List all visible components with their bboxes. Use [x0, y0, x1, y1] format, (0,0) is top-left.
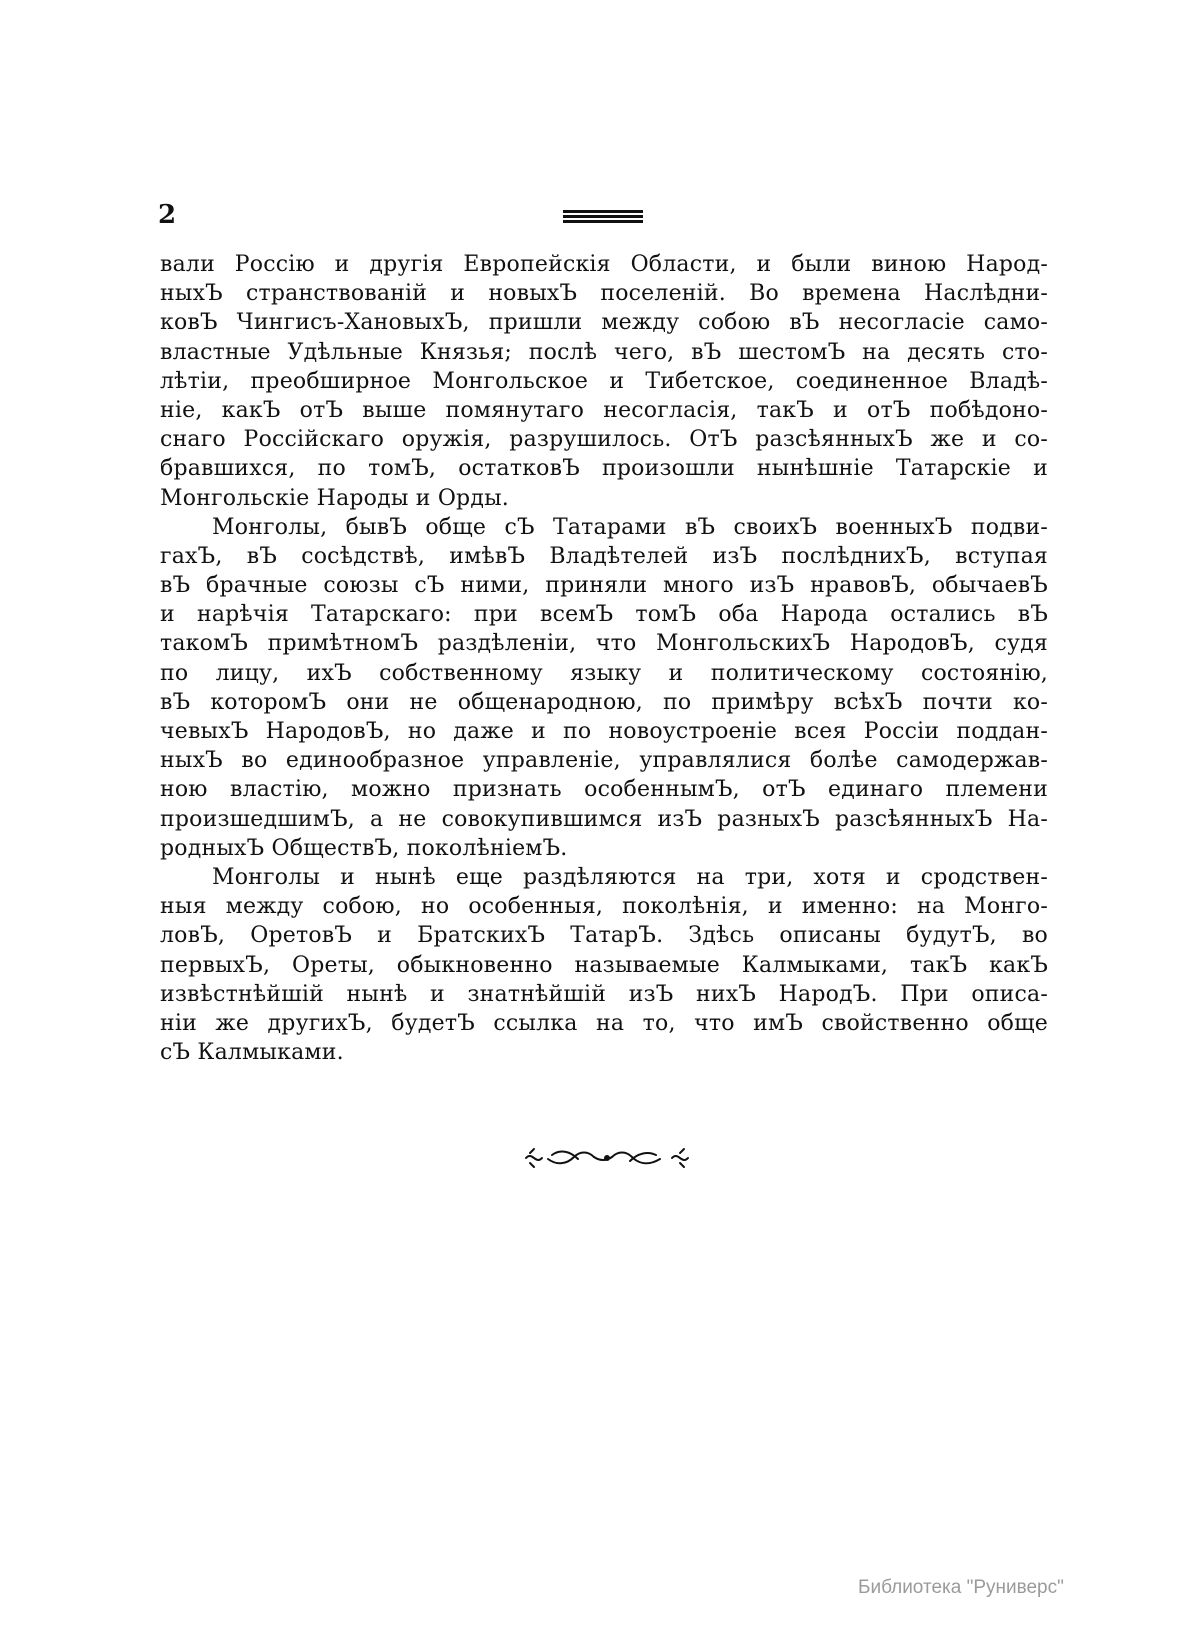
text-line: ныя между собою, но особенныя, поколѣнія, и именно: на Монго-: [160, 894, 1048, 920]
text-line: снаго Россійскаго оружія, разрушилось. ОтЪ разсѣянныхЪ же и со-: [160, 427, 1048, 453]
text-line: Монгольскіе Народы и Орды.: [160, 485, 509, 511]
page-number: 2: [158, 200, 177, 230]
text-line: ныхЪ во единообразное управленіе, управлялися болѣе самодержав-: [160, 748, 1048, 774]
text-line: ныхЪ странствованій и новыхЪ поселеній. Во времена Наслѣдни-: [160, 281, 1048, 307]
text-line: ловЪ, ОретовЪ и БратскихЪ ТатарЪ. Здѣсь описаны будутЪ, во: [160, 923, 1048, 949]
text-block: [160, 250, 1048, 1067]
text-line: ною властію, можно признать особеннымЪ, отЪ единаго племени: [160, 777, 1048, 803]
text-line: сЪ Калмыками.: [160, 1040, 344, 1066]
paragraph-2: [160, 513, 1048, 863]
text-line: бравшихся, по томЪ, остатковЪ произошли нынѣшніе Татарскіе и: [160, 456, 1048, 482]
text-line: лѣтіи, преобширное Монгольское и Тибетское, соединенное Владѣ-: [160, 368, 1048, 394]
paragraph-3: [160, 863, 1048, 1067]
text-line: по лицу, ихЪ собственному языку и политическому состоянію,: [160, 660, 1048, 686]
text-line: чевыхЪ НародовЪ, но даже и по новоустроеніе всея Россіи поддан-: [160, 719, 1048, 744]
text-line: ковЪ Чингисъ-ХановыхЪ, пришли между собою вЪ несогласіе само-: [160, 310, 1048, 336]
text-line: Монголы и нынѣ еще раздѣляются на три, хотя и сродствен-: [212, 864, 1048, 890]
header-rule: [563, 210, 643, 223]
text-line: произшедшимЪ, а не совокупившимся изЪ разныхЪ разсѣянныхЪ На-: [160, 806, 1048, 832]
text-line: ніе, какЪ отЪ выше помянутаго несогласія, такЪ и отЪ побѣдоно-: [160, 397, 1048, 423]
text-line: вали Россію и другія Европейскія Области, и были виною Народ-: [160, 252, 1048, 277]
paragraph-1: [160, 250, 1048, 513]
text-line: Монголы, бывЪ обще сЪ Татарами вЪ своихЪ военныхЪ подви-: [212, 514, 1048, 540]
text-line: родныхЪ ОбществЪ, поколѣніемЪ.: [160, 835, 568, 861]
text-line: вЪ брачные союзы сЪ ними, приняли много изЪ нравовЪ, обычаевЪ: [160, 573, 1048, 599]
text-line: гахЪ, вЪ сосѣдствѣ, имѣвЪ Владѣтелей изЪ послѣднихЪ, вступая: [160, 543, 1048, 569]
text-line: такомЪ примѣтномЪ раздѣленіи, что МонгольскихЪ НародовЪ, судя: [160, 631, 1048, 657]
text-line: первыхЪ, Ореты, обыкновенно называемые Калмыками, такЪ какЪ: [160, 952, 1048, 978]
text-line: и нарѣчія Татарскаго: при всемЪ томЪ оба Народа остались вЪ: [160, 602, 1048, 628]
text-line: властные Удѣльные Князья; послѣ чего, вЪ шестомЪ на десять сто-: [160, 339, 1048, 365]
library-watermark: Библиотека "Руниверс": [858, 1577, 1064, 1598]
ornament-icon: [522, 1145, 692, 1171]
text-line: ніи же другихЪ, будетЪ ссылка на то, что имЪ свойственно обще: [160, 1010, 1048, 1036]
text-line: извѣстнѣйшій нынѣ и знатнѣйшій изЪ нихЪ НародЪ. При описа-: [160, 981, 1048, 1007]
text-line: вЪ которомЪ они не общенародною, по примѣру всѣхЪ почти ко-: [160, 689, 1048, 715]
